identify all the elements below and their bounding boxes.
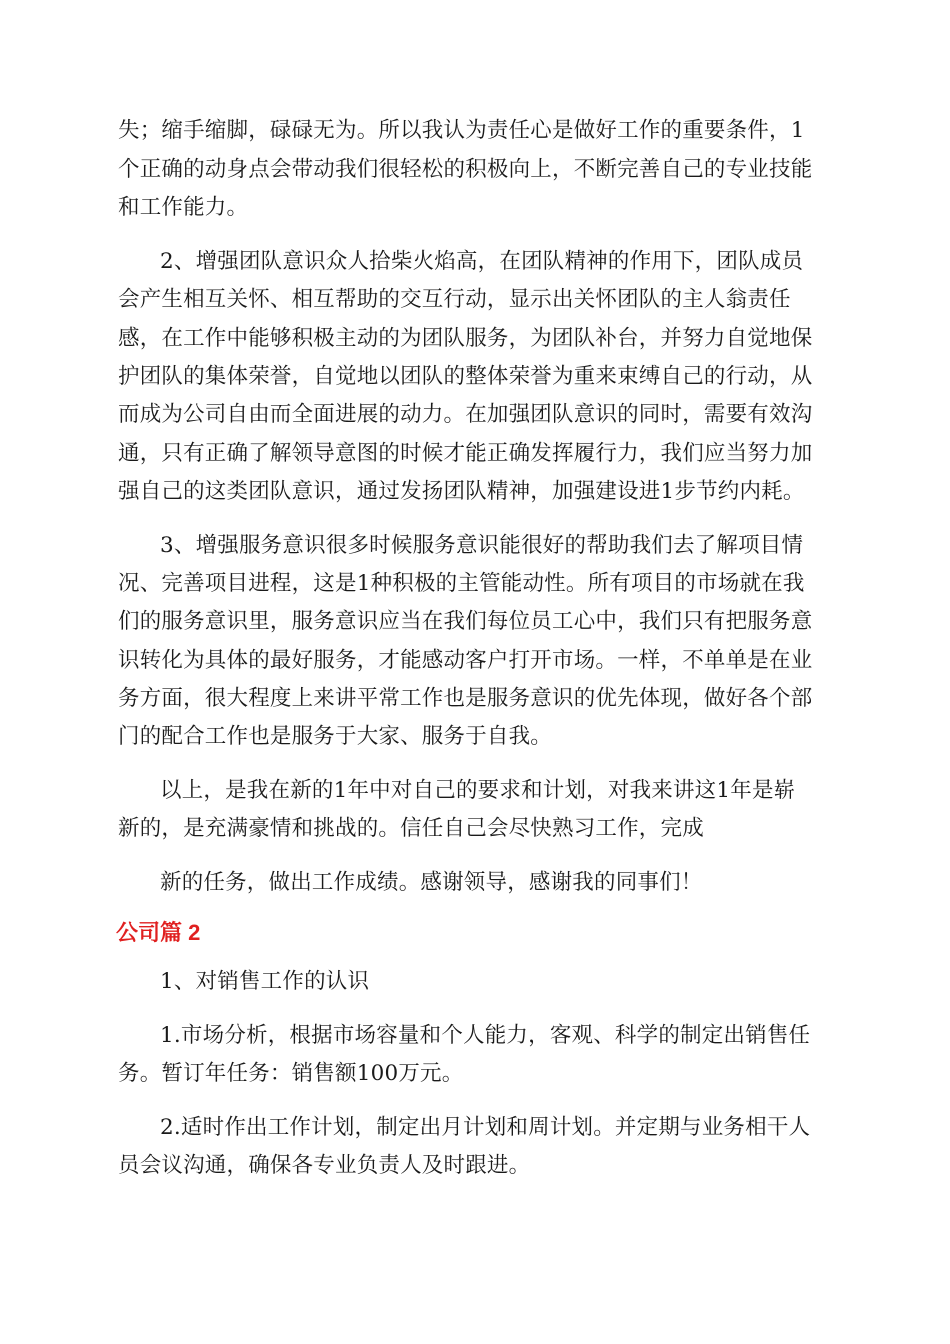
paragraph-line: 而成为公司自由而全面进展的动力。在加强团队意识的同时，需要有效沟	[118, 402, 813, 427]
paragraph-line: 以上，是我在新的1年中对自己的要求和计划，对我来讲这1年是崭	[160, 778, 796, 803]
paragraph-line: 门的配合工作也是服务于大家、服务于自我。	[118, 724, 553, 749]
paragraph-line: 况、完善项目进程，这是1种积极的主管能动性。所有项目的市场就在我	[118, 571, 805, 596]
paragraph-line: 1.市场分析，根据市场容量和个人能力，客观、科学的制定出销售任	[160, 1023, 811, 1048]
paragraph-line: 们的服务意识里，服务意识应当在我们每位员工心中，我们只有把服务意	[118, 609, 813, 634]
paragraph-line: 务。暂订年任务：销售额100万元。	[118, 1061, 464, 1086]
paragraph-line: 务方面，很大程度上来讲平常工作也是服务意识的优先体现，做好各个部	[118, 686, 813, 711]
paragraph-line: 员会议沟通，确保各专业负责人及时跟进。	[118, 1153, 531, 1178]
section-heading: 公司篇 2	[116, 920, 201, 945]
paragraph-line: 识转化为具体的最好服务，才能感动客户打开市场。一样，不单单是在业	[118, 648, 813, 673]
paragraph-line: 新的，是充满豪情和挑战的。信任自己会尽快熟习工作，完成	[118, 816, 704, 841]
paragraph-line: 会产生相互关怀、相互帮助的交互行动，显示出关怀团队的主人翁责任	[118, 287, 791, 312]
paragraph-line: 护团队的集体荣誉，自觉地以团队的整体荣誉为重来束缚自己的行动，从	[118, 364, 813, 389]
paragraph-line: 个正确的动身点会带动我们很轻松的积极向上，不断完善自己的专业技能	[118, 157, 813, 182]
paragraph-line: 失；缩手缩脚，碌碌无为。所以我认为责任心是做好工作的重要条件，1	[118, 118, 805, 143]
paragraph-line: 3、增强服务意识很多时候服务意识能很好的帮助我们去了解项目情	[160, 533, 804, 558]
paragraph-line: 新的任务，做出工作成绩。感谢领导，感谢我的同事们！	[160, 870, 703, 895]
paragraph-line: 2.适时作出工作计划，制定出月计划和周计划。并定期与业务相干人	[160, 1115, 811, 1140]
paragraph-line: 和工作能力。	[118, 195, 249, 220]
list-item: 1、对销售工作的认识	[160, 969, 370, 994]
paragraph-line: 通，只有正确了解领导意图的时候才能正确发挥履行力，我们应当努力加	[118, 441, 813, 466]
paragraph-line: 感，在工作中能够积极主动的为团队服务，为团队补台，并努力自觉地保	[118, 326, 813, 351]
paragraph-line: 强自己的这类团队意识，通过发扬团队精神，加强建设进1步节约内耗。	[118, 479, 805, 504]
paragraph-line: 2、增强团队意识众人拾柴火焰高，在团队精神的作用下，团队成员	[160, 249, 804, 274]
